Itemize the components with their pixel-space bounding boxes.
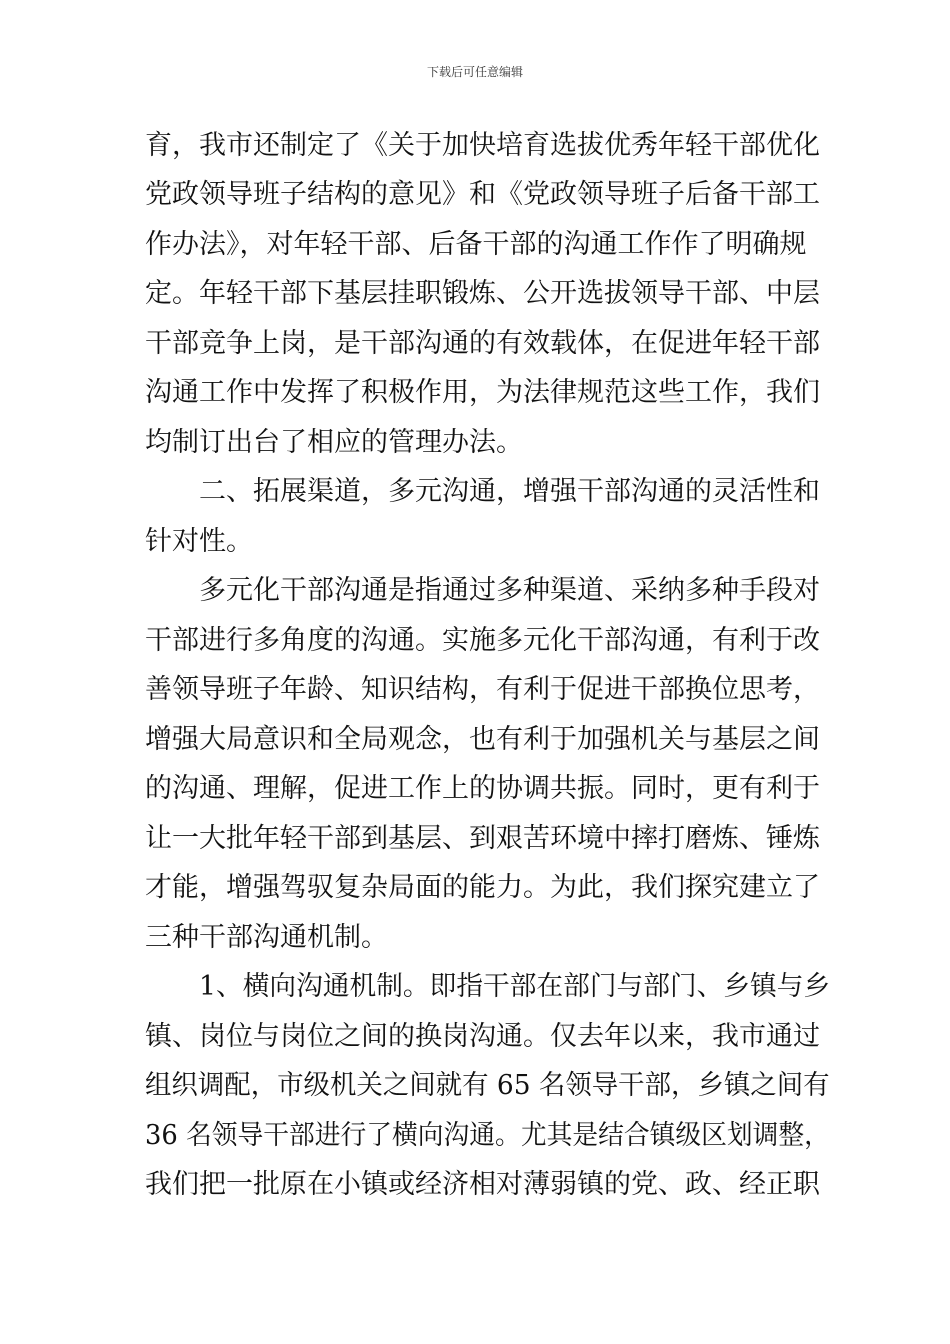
text-line: 才能，增强驾驭复杂局面的能力。为此，我们探究建立了 <box>145 872 820 903</box>
text-line: 三种干部沟通机制。 <box>145 922 388 953</box>
section-heading-line: 二、拓展渠道，多元沟通，增强干部沟通的灵活性和 <box>199 476 820 507</box>
text-line: 多元化干部沟通是指通过多种渠道、采纳多种手段对 <box>199 575 820 606</box>
text-line: 36 名领导干部进行了横向沟通。尤其是结合镇级区划调整， <box>145 1120 830 1151</box>
section-heading-line: 针对性。 <box>145 526 253 557</box>
text-line: 我们把一批原在小镇或经济相对薄弱镇的党、政、经正职 <box>145 1169 820 1200</box>
text-line: 干部进行多角度的沟通。实施多元化干部沟通，有利于改 <box>145 625 820 656</box>
text-line: 镇、岗位与岗位之间的换岗沟通。仅去年以来，我市通过 <box>145 1021 820 1052</box>
text-line: 组织调配，市级机关之间就有 65 名领导干部，乡镇之间有 <box>145 1070 830 1101</box>
text-line: 善领导班子年龄、知识结构，有利于促进干部换位思考， <box>145 674 820 705</box>
text-line: 增强大局意识和全局观念，也有利于加强机关与基层之间 <box>145 724 820 755</box>
text-line: 干部竞争上岗，是干部沟通的有效载体，在促进年轻干部 <box>145 328 820 359</box>
text-line: 作办法》，对年轻干部、后备干部的沟通工作作了明确规 <box>145 229 807 260</box>
text-line: 1、横向沟通机制。即指干部在部门与部门、乡镇与乡 <box>199 971 831 1002</box>
text-line: 党政领导班子结构的意见》和《党政领导班子后备干部工 <box>145 179 820 210</box>
text-line: 育，我市还制定了《关于加快培育选拔优秀年轻干部优化 <box>145 130 820 161</box>
text-line: 沟通工作中发挥了积极作用，为法律规范这些工作，我们 <box>145 377 820 408</box>
text-line: 定。年轻干部下基层挂职锻炼、公开选拔领导干部、中层 <box>145 278 820 309</box>
text-line: 让一大批年轻干部到基层、到艰苦环境中摔打磨炼、锤炼 <box>145 823 820 854</box>
text-line: 均制订出台了相应的管理办法。 <box>145 427 523 458</box>
text-line: 的沟通、理解，促进工作上的协调共振。同时，更有利于 <box>145 773 820 804</box>
page-header: 下载后可任意编辑 <box>426 65 523 79</box>
